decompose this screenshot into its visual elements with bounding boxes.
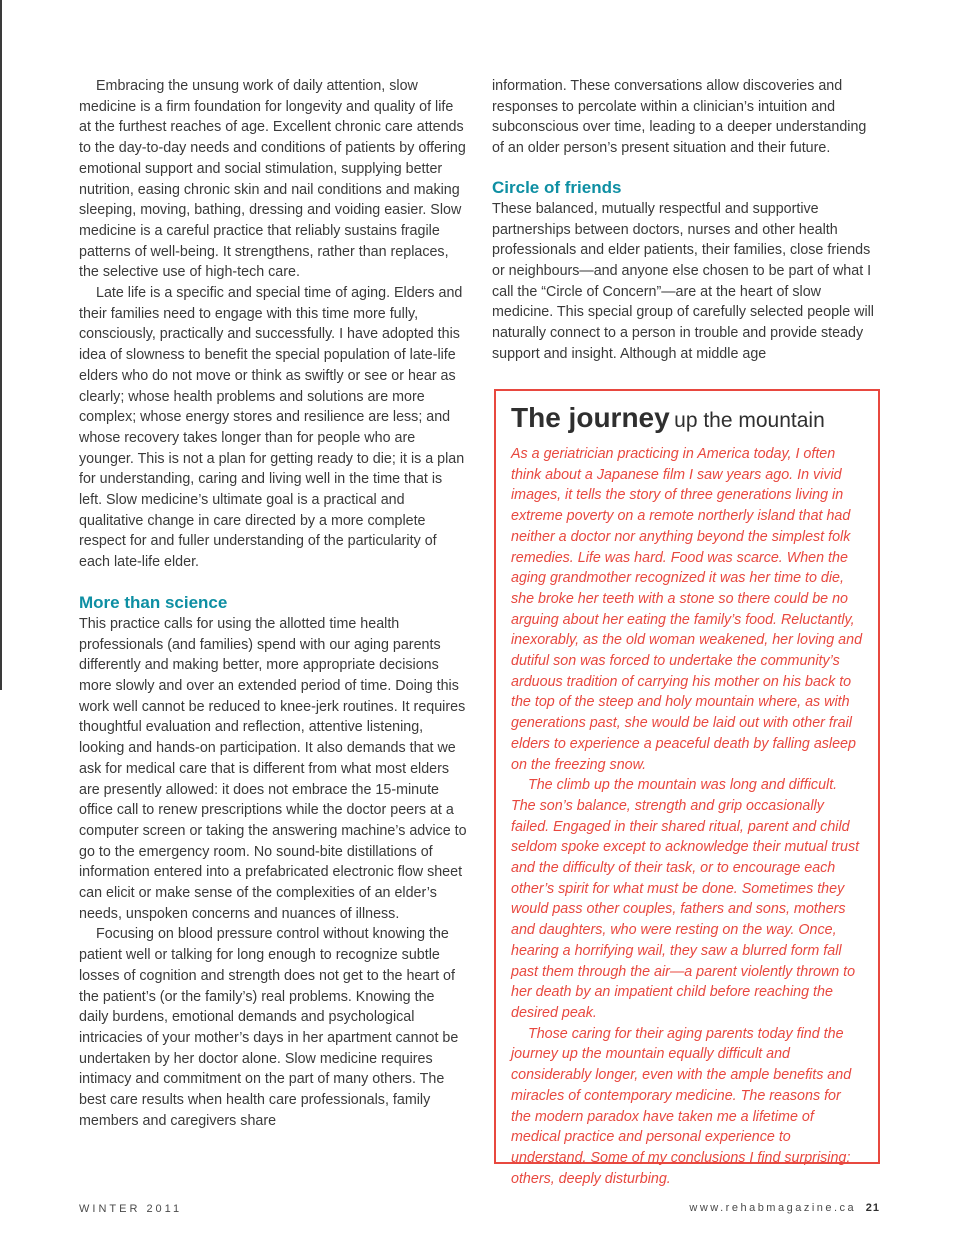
- sidebar-body: [511, 444, 864, 1189]
- sidebar-paragraph: As a geriatrician practicing in America today, I often think about a Japanese film I saw years ago. In vivid images, it tells the story of three generations living in extreme poverty on a remote northerly island that had neither a doctor nor anything beyond the simplest folk remedies. Life was hard. Food was scarce. When the aging grandmother recognized it was her time to die, she broke her teeth with a stone so there could be no arguing about her eating the family’s food. Reluctantly, inexorably, as the old woman weakened, her loving and dutiful son was forced to undertake the community’s arduous tradition of carrying his mother on his back to the top of the steep and holy mountain where, as with generations past, she would be laid out with other frail elders to experience a peaceful death by falling asleep on the freezing snow.: [511, 446, 863, 773]
- body-paragraph: These balanced, mutually respectful and supportive partnerships between doctors, nurses and other health professionals and elder patients, their families, close friends or neighbours—and anyone else chosen to be part of what I call the “Circle of Concern”—are at the heart of slow medicine. This special group of carefully selected people will naturally connect to a person in trouble and provide steady support and insight. Although at middle age: [492, 200, 874, 362]
- footer-website: www.rehabmagazine.ca: [689, 1202, 857, 1214]
- page-number: 21: [865, 1202, 880, 1214]
- sidebar-title-bold: The journey: [511, 402, 670, 433]
- sidebar-paragraph: Those caring for their aging parents today find the journey up the mountain equally difficult and considerably longer, even with the ample benefits and miracles of contemporary medicine. The reasons for the modern paradox have taken me a lifetime of medical practice and personal experience to understand. Some of my conclusions I find surprising; others, deeply disturbing.: [511, 1025, 852, 1187]
- footer-issue: WINTER 2011: [79, 1203, 183, 1215]
- body-paragraph: Focusing on blood pressure control without knowing the patient well or talking for long enough to recognize subtle losses of cognition and strength does not get to the heart of the patient’s (or the family’s) real problems. Knowing the daily burdens, emotional demands and psychological intricacies of your mother’s days in her apartment cannot be undertaken by her doctor alone. Slow medicine requires intimacy and commitment on the part of many others. The best care results when health care professionals, family members and caregivers share: [79, 926, 459, 1129]
- section-heading-more-than-science: More than science: [79, 592, 228, 612]
- body-paragraph: This practice calls for using the allotted time health professionals (and families) spend with our aging parents differently and making better, more appropriate decisions more slowly and over an extended period of time. Doing this work well cannot be reduced to knee-jerk routines. It requires thoughtful evaluation and reflection, attentive listening, looking and hands-on participation. It also demands that we ask for medical care that is different from what most elders are presently allowed: it does not embrace the 15-minute office call to renew prescriptions while the doctor peers at a computer screen or taking the answering machine’s advice to go to the emergency room. No sound-bite distillations of information entered into a prefabricated electronic flow sheet can elicit or make sense of the complexities of an elder’s needs, unspoken concerns and nuances of illness.: [79, 615, 467, 922]
- left-edge-rule: [0, 0, 2, 690]
- body-paragraph: Late life is a specific and special time of aging. Elders and their families need to engage with this time more fully, consciously, practically and successfully. I have adopted this idea of slowness to benefit the special population of late-life elders who do not move or think as swiftly or see or hear as clearly; whose health problems and solutions are more complex; whose energy stores and resilience are less; and whose recovery takes longer than for people who are younger. This is not a plan for getting ready to die; it is a plan for understanding, caring and living well in the time that is left. Slow medicine’s ultimate goal is a practical and qualitative change in care directed by a more complete respect for and fuller understanding of the particularity of each late-life elder.: [79, 285, 465, 571]
- left-column: [79, 76, 467, 1131]
- sidebar-title-rest: up the mountain: [674, 409, 825, 432]
- body-paragraph: Embracing the unsung work of daily attention, slow medicine is a firm foundation for longevity and quality of life at the furthest reaches of age. Excellent chronic care attends to the day-to-day needs and conditions of patients by offering emotional support and social stimulation, supplying better nutrition, easing chronic skin and nail conditions and making sleeping, moving, bathing, dressing and voiding easier. Slow medicine is a careful practice that reliably sustains fragile patterns of well-being. It strengthens, rather than replaces, the selective use of high-tech care.: [79, 78, 466, 281]
- sidebar-paragraph: The climb up the mountain was long and difficult. The son’s balance, strength and grip occasionally failed. Engaged in their shared ritual, parent and child seldom spoke except to acknowledge their mutual trust and the difficulty of their task, or to encourage each other’s spirit for what must be done. Sometimes they would pass other couples, fathers and sons, mothers and daughters, who were resting on the way. Once, hearing a horrifying wail, they saw a blurred form fall past them through the air—a parent violently thrown to her death by an impatient child before reaching the desired peak.: [511, 777, 860, 1021]
- right-column: [492, 76, 880, 364]
- footer-right: [689, 1202, 880, 1214]
- body-paragraph: information. These conversations allow discoveries and responses to percolate within a clinician’s intuition and subconscious over time, leading to a deeper understanding of an older person’s present situation and their future.: [492, 78, 867, 157]
- sidebar-title: [511, 401, 864, 440]
- section-heading-circle-of-friends: Circle of friends: [492, 177, 622, 197]
- sidebar-box: [494, 389, 880, 1187]
